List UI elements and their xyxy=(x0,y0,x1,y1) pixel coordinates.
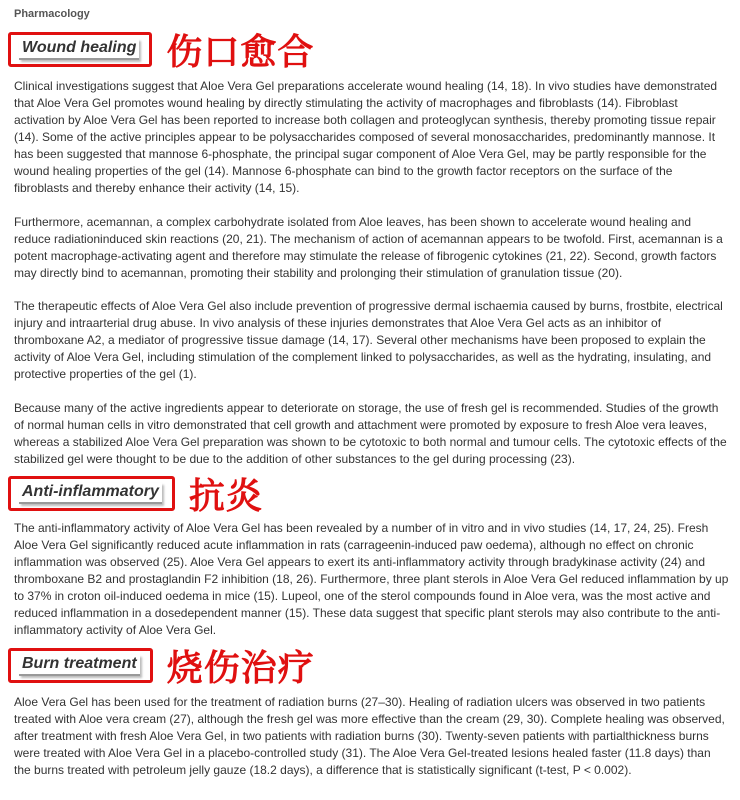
paragraph-text: The therapeutic effects of Aloe Vera Gel also include prevention of progressive dermal ischaemia caused by burns, frostbite, electrical injury and intraarterial drug abuse. In vivo analysis of these injuries demonstrates that Aloe Vera Gel acts as an inhibitor of thromboxane A2, a mediator of progressive tissue damage (14, 17). Several other mechanisms have been proposed to explain the activity of Aloe Vera Gel, including stimulation of the complement linked to polysaccharides, as well as the hydrating, insulating, and protective properties of the gel (1). xyxy=(14,299,723,381)
heading-label-en: Wound healing xyxy=(19,39,139,60)
paragraph xyxy=(14,214,730,282)
section-heading-wound-healing xyxy=(8,26,314,72)
paragraph xyxy=(14,400,730,468)
heading-label-cn: 烧伤治疗 xyxy=(166,647,315,689)
paragraph-text: Because many of the active ingredients appear to deteriorate on storage, the use of fresh gel is recommended. Studies of the growth of normal human cells in vitro demonstrated that cell growth and attachment were promoted by exposure to fresh Aloe vera leaves, whereas a stabilized Aloe Vera Gel preparation was shown to be cytotoxic to both normal and tumour cells. The cytotoxic effects of the stabilized gel were thought to be due to the addition of other substances to the gel during processing (23). xyxy=(14,401,727,466)
heading-label-cn: 抗炎 xyxy=(188,475,263,517)
heading-label-en: Anti-inflammatory xyxy=(19,483,162,504)
paragraph-text: The anti-inflammatory activity of Aloe Vera Gel has been revealed by a number of in vitro and in vivo studies (14, 17, 24, 25). Fresh Aloe Vera Gel significantly reduced acute inflammation in rats (carrageenin-induced paw oedema), although no effect on chronic inflammation was observed (25). Aloe Vera Gel appears to exert its anti-inflammatory activity through bradykinase activity (24) and thromboxane B2 and prostaglandin F2 inhibition (18, 26). Furthermore, three plant sterols in Aloe Vera Gel reduced inflammation by up to 37% in croton oil-induced oedema in mice (15). Lupeol, one of the sterol compounds found in Aloe vera, was the most active and reduced inflammation in a dosedependent manner (15). These data suggest that specific plant sterols may also contribute to the anti-inflammatory activity of Aloe Vera Gel. xyxy=(14,521,729,637)
heading-label-en: Burn treatment xyxy=(19,655,140,676)
paragraph xyxy=(14,694,730,779)
heading-highlight-box xyxy=(8,32,152,67)
heading-highlight-box xyxy=(8,648,153,683)
paragraph xyxy=(14,298,730,383)
paragraph xyxy=(14,78,730,197)
breadcrumb: Pharmacology xyxy=(14,8,90,20)
section-heading-anti-inflammatory xyxy=(8,470,263,516)
section-heading-burn-treatment xyxy=(8,642,315,688)
paragraph-text: Clinical investigations suggest that Aloe Vera Gel preparations accelerate wound healing (14, 18). In vivo studies have demonstrated that Aloe Vera Gel promotes wound healing by directly stimulating the activity of macrophages and fibroblasts (14). Fibroblast activation by Aloe Vera Gel has been reported to increase both collagen and proteoglycan synthesis, thereby promoting tissue repair (14). Some of the active principles appear to be polysaccharides composed of several monosaccharides, predominantly mannose. It has been suggested that mannose 6-phosphate, the principal sugar component of Aloe Vera Gel, may be partly responsible for the wound healing properties of the gel (14). Mannose 6-phosphate can bind to the growth factor receptors on the surface of the fibroblasts and thereby enhance their activity (14, 15). xyxy=(14,79,718,195)
paragraph-text: Furthermore, acemannan, a complex carbohydrate isolated from Aloe leaves, has been shown to accelerate wound healing and reduce radiationinduced skin reactions (20, 21). The mechanism of action of acemannan appears to be twofold. First, acemannan is a potent macrophage-activating agent and therefore may stimulate the release of fibrogenic cytokines (21, 22). Second, growth factors may directly bind to acemannan, promoting their stability and prolonging their stimulation of granulation tissue (20). xyxy=(14,215,723,280)
heading-highlight-box xyxy=(8,476,175,511)
heading-label-cn: 伤口愈合 xyxy=(166,31,315,73)
paragraph-text: Aloe Vera Gel has been used for the treatment of radiation burns (27–30). Healing of radiation ulcers was observed in two patients treated with Aloe vera cream (27), although the fresh gel was more effective than the cream (29, 30). Complete healing was observed, after treatment with fresh Aloe Vera Gel, in two patients with radiation burns (30). Twenty-seven patients with partialthickness burns were treated with Aloe Vera Gel in a placebo-controlled study (31). The Aloe Vera Gel-treated lesions healed faster (11.8 days) than the burns treated with petroleum jelly gauze (18.2 days), a difference that is statistically significant (t-test, P < 0.002). xyxy=(14,695,725,777)
paragraph xyxy=(14,520,730,639)
